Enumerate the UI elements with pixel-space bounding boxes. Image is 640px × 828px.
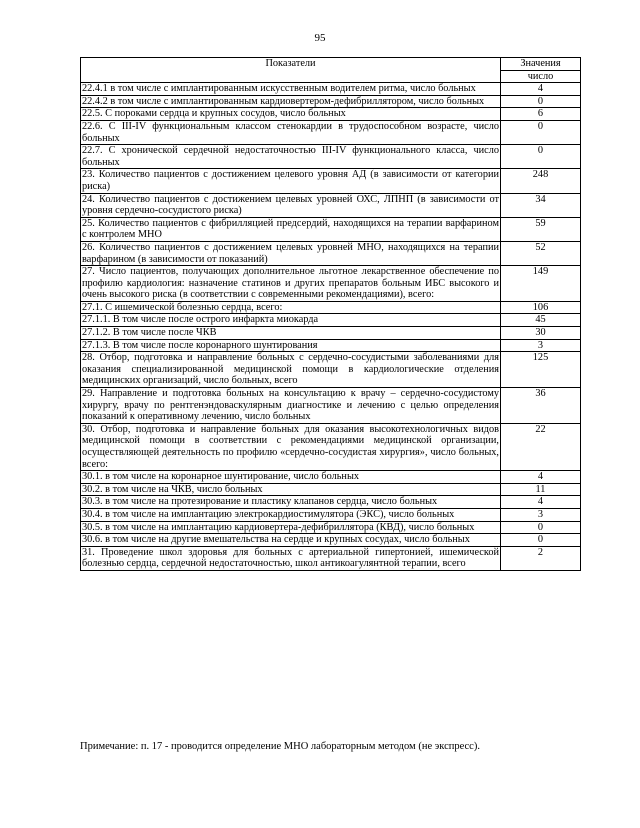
indicator-value: 4	[501, 496, 581, 509]
indicator-label: 31. Проведение школ здоровья для больных с артериальной гипертонией, ишемической болезнью сердца, сердечной недостаточностью, школ антикоагулянтной терапии, всего	[82, 546, 499, 570]
indicator-value: 34	[501, 193, 581, 217]
indicator-label: 22.4.2 в том числе с имплантированным кардиовертером-дефибриллятором, число больных	[81, 95, 501, 108]
indicator-label: 22.6. С III-IV функциональным классом стенокардии в трудоспособном возрасте, число больных	[82, 120, 499, 144]
table-row	[81, 314, 581, 327]
table-row	[81, 169, 581, 193]
indicator-value: 4	[501, 471, 581, 484]
table-row	[81, 120, 581, 144]
indicator-value: 149	[501, 266, 581, 302]
indicator-label: 26. Количество пациентов с достижением целевых уровней МНО, находящихся на терапии варфарином (в зависимости от показаний)	[82, 241, 499, 265]
indicator-value: 52	[501, 241, 581, 265]
table-row	[81, 266, 581, 302]
indicator-label: 30.5. в том числе на имплантацию кардиовертера-дефибриллятора (КВД), число больных	[81, 521, 501, 534]
indicators-table	[80, 57, 581, 571]
table-row	[81, 534, 581, 547]
indicator-label: 30.6. в том числе на другие вмешательства на сердце и крупных сосудах, число больных	[81, 534, 501, 547]
indicator-value: 11	[501, 483, 581, 496]
table-row	[81, 193, 581, 217]
indicator-value: 0	[501, 534, 581, 547]
table-row	[81, 388, 581, 424]
indicator-value: 248	[501, 169, 581, 193]
indicator-label: 28. Отбор, подготовка и направление больных с сердечно-сосудистыми заболеваниями для оказания специализированной медицинской помощи в кардиологические отделения медицинских организаций, число больных, всего	[82, 352, 499, 387]
table-row	[81, 521, 581, 534]
table-row	[81, 241, 581, 265]
indicator-label: 30. Отбор, подготовка и направление больных для оказания высокотехнологичных видов медицинской помощи в соответствии с рекомендациями медицинской организации, осуществляющей деятельность по профилю «сердечно-сосудистая хирургия», число больных, всего:	[82, 423, 499, 470]
page-number: 95	[314, 32, 326, 44]
indicator-value: 106	[501, 301, 581, 314]
indicator-value: 0	[501, 521, 581, 534]
table-row	[81, 83, 581, 96]
indicator-value: 30	[501, 327, 581, 340]
indicator-label: 24. Количество пациентов с достижением целевых уровней ОХС, ЛПНП (в зависимости от уровня сердечно-сосудистого риска)	[82, 193, 499, 217]
indicator-label: 30.1. в том числе на коронарное шунтирование, число больных	[81, 471, 501, 484]
table-row	[81, 546, 581, 570]
header-indicator: Показатели	[81, 58, 501, 83]
indicator-value: 0	[501, 95, 581, 108]
table-row	[81, 95, 581, 108]
indicator-label: 23. Количество пациентов с достижением целевого уровня АД (в зависимости от категории риска)	[82, 169, 499, 192]
indicator-value: 36	[501, 388, 581, 424]
footnote: Примечание: п. 17 - проводится определение МНО лабораторным методом (не экспресс).	[80, 741, 480, 752]
indicator-value: 59	[501, 217, 581, 241]
indicator-value: 22	[501, 423, 581, 470]
table-row	[81, 496, 581, 509]
indicator-label: 30.4. в том числе на имплантацию электрокардиостимулятора (ЭКС), число больных	[81, 508, 501, 521]
header-unit: число	[501, 70, 581, 83]
indicator-value: 125	[501, 352, 581, 388]
indicator-label: 30.3. в том числе на протезирование и пластику клапанов сердца, число больных	[81, 496, 501, 509]
indicator-value: 4	[501, 83, 581, 96]
table-row	[81, 108, 581, 121]
indicator-label: 27.1. С ишемической болезнью сердца, всего:	[81, 301, 501, 314]
indicator-value: 0	[501, 120, 581, 144]
table-row	[81, 217, 581, 241]
table-row	[81, 301, 581, 314]
indicator-label: 27. Число пациентов, получающих дополнительное льготное лекарственное обеспечение по профилю кардиология: назначение статинов и других препаратов больным ИБС высокого и очень высокого риска (в соответствии с современными рекомендациями), всего:	[82, 266, 499, 301]
indicator-value: 0	[501, 145, 581, 169]
indicator-value: 6	[501, 108, 581, 121]
indicator-label: 27.1.1. В том числе после острого инфаркта миокарда	[81, 314, 501, 327]
table-row	[81, 327, 581, 340]
indicator-value: 45	[501, 314, 581, 327]
indicator-value: 3	[501, 339, 581, 352]
table-row	[81, 471, 581, 484]
header-values: Значения	[501, 58, 581, 71]
table-row	[81, 508, 581, 521]
table-row	[81, 352, 581, 388]
table-row	[81, 339, 581, 352]
indicator-label: 22.7. С хронической сердечной недостаточностью III-IV функционального класса, число больных	[82, 145, 499, 168]
table-header-row	[81, 58, 581, 71]
indicator-label: 27.1.2. В том числе после ЧКВ	[81, 327, 501, 340]
indicator-label: 29. Направление и подготовка больных на консультацию к врачу – сердечно-сосудистому хирургу, врачу по рентгенэндоваскулярным диагностике и лечению с целью определения показаний к оперативному лечению, число больных	[82, 388, 499, 423]
table-row	[81, 145, 581, 169]
table-row	[81, 423, 581, 470]
indicator-label: 22.5. С пороками сердца и крупных сосудов, число больных	[81, 108, 501, 121]
indicator-label: 27.1.3. В том числе после коронарного шунтирования	[81, 339, 501, 352]
indicator-value: 2	[501, 546, 581, 570]
indicator-label: 30.2. в том числе на ЧКВ, число больных	[81, 483, 501, 496]
indicator-label: 25. Количество пациентов с фибрилляцией предсердий, находящихся на терапии варфарином с контролем МНО	[82, 217, 499, 241]
indicator-label: 22.4.1 в том числе с имплантированным искусственным водителем ритма, число больных	[81, 83, 501, 96]
table-row	[81, 483, 581, 496]
indicator-value: 3	[501, 508, 581, 521]
